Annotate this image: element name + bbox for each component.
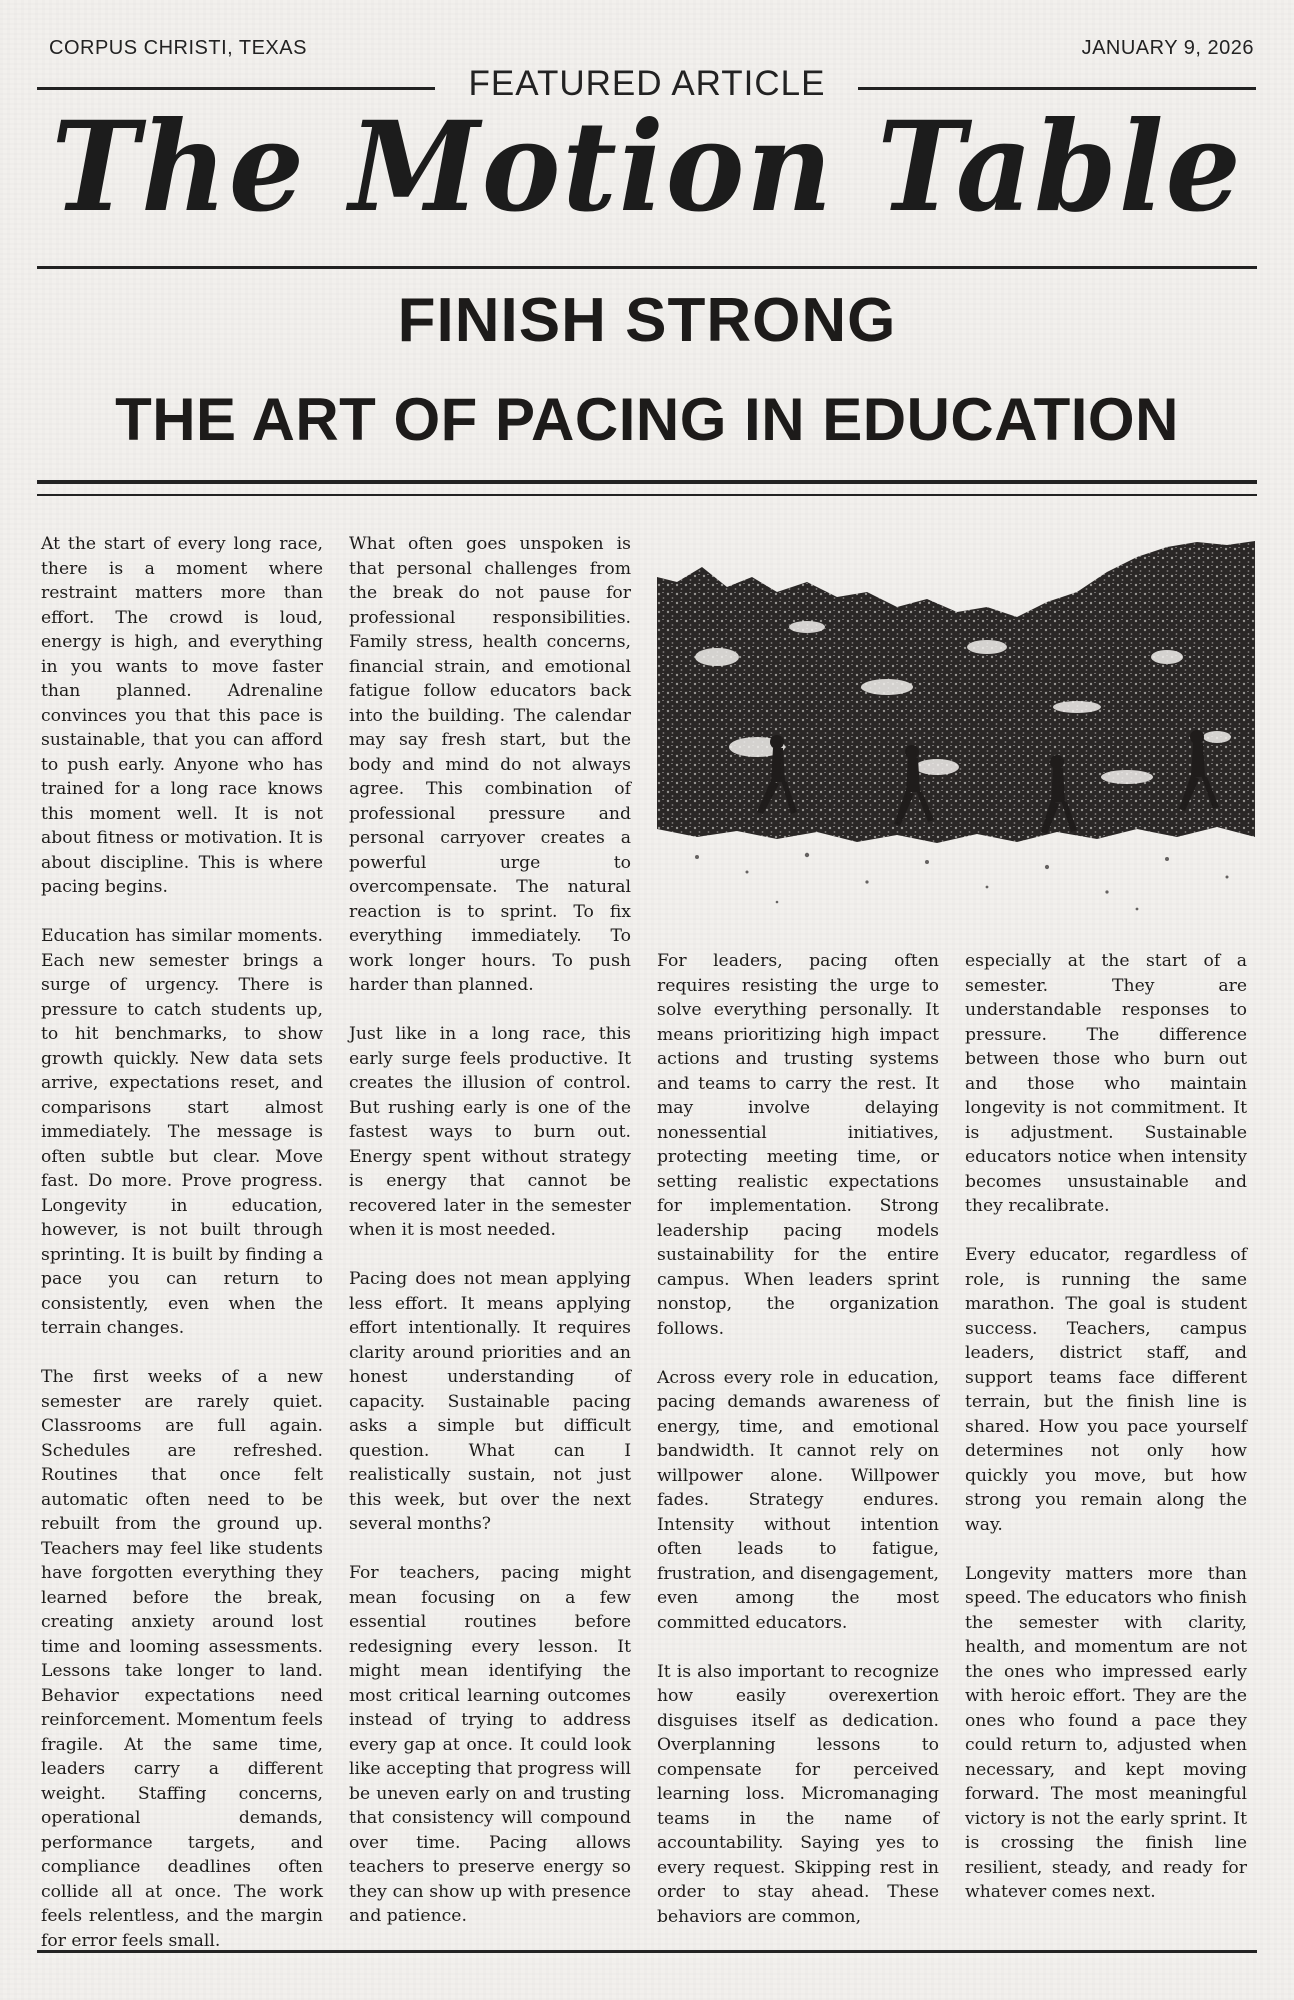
paragraph: For leaders, pacing often requires resisting the urge to solve everything personally. It means prioritizing high impact actions and trusting systems and teams to carry the rest. It may involve delaying nonessential initiatives, protecting meeting time, or setting realistic expectations for implementation. Strong leadership pacing models sustainability for the entire campus. When leaders sprint nonstop, the organization follows. [657,951,939,1339]
runners-on-rocky-terrain-icon [657,537,1255,922]
headline-secondary: THE ART OF PACING IN EDUCATION [115,386,1179,453]
kicker-rule-right [858,87,1256,90]
location-dateline: CORPUS CHRISTI, TEXAS [49,37,307,59]
headline-rule-thick [37,480,1257,484]
paragraph: Across every role in education, pacing demands awareness of energy, time, and emotional bandwidth. It cannot rely on willpower alone. Willpower fades. Strategy endures. Intensity without intention often leads to fatigue, frustration, and disengagement, even among the most committed educators. [657,1367,939,1633]
kicker: FEATURED ARTICLE [468,64,826,103]
paragraph: Just like in a long race, this early surge feels productive. It creates the illusion of control. But rushing early is one of the fastest ways to burn out. Energy spent without strategy is energy that cannot be recovered later in the semester when it is most needed. [349,1024,631,1240]
headline-rule-thin [37,494,1257,496]
mountain-silhouette [657,541,1255,843]
article-column-4 [965,949,1247,1905]
paragraph: It is also important to recognize how easily overexertion disguises itself as dedication. Overplanning lessons to compensate for perceived learning loss. Micromanaging teams in the name of accountability. Saying yes to every request. Skipping rest in order to stay ahead. These behaviors are common, [657,1661,939,1927]
paragraph: Longevity matters more than speed. The educators who finish the semester with clarity, health, and momentum are not the ones who impressed early with heroic effort. They are the ones who found a pace they could return to, adjusted when necessary, and kept moving forward. The most meaningful victory is not the early sprint. It is crossing the finish line resilient, steady, and ready for whatever comes next. [965,1563,1247,1902]
masthead: The Motion Table [51,93,1243,240]
paragraph: At the start of every long race, there is a moment where restraint matters more than effort. The crowd is loud, energy is high, and everything in you wants to move faster than planned. Adrenaline convinces you that this pace is sustainable, that you can afford to push early. Anyone who has trained for a long race knows this moment well. It is not about fitness or motivation. It is about discipline. This is where pacing begins. [41,534,323,897]
headline-primary: FINISH STRONG [397,286,897,355]
article-column-2 [349,532,631,1929]
article-column-3 [657,949,939,1929]
masthead-rule [37,266,1257,269]
paragraph: The first weeks of a new semester are rarely quiet. Classrooms are full again. Schedules are refreshed. Routines that once felt automatic often need to be rebuilt from the ground up. Teachers may feel like students have forgotten everything they learned before the break, creating anxiety around lost time and looming assessments. Lessons take longer to land. Behavior expectations need reinforcement. Momentum feels fragile. At the same time, leaders carry a different weight. Staffing concerns, operational demands, performance targets, and compliance deadlines often collide all at once. The work feels relentless, and the margin for error feels small. [41,1367,323,1951]
paragraph: Education has similar moments. Each new semester brings a surge of urgency. There is pressure to catch students up, to hit benchmarks, to show growth quickly. New data sets arrive, expectations reset, and comparisons start almost immediately. The message is often subtle but clear. Move fast. Do more. Prove progress. Longevity in education, however, is not built through sprinting. It is built by finding a pace you can return to consistently, even when the terrain changes. [41,926,323,1338]
paragraph: For teachers, pacing might mean focusing on a few essential routines before redesigning every lesson. It might mean identifying the most critical learning outcomes instead of trying to address every gap at once. It could look like accepting that progress will be uneven early on and trusting that consistency will compound over time. Pacing allows teachers to preserve energy so they can show up with presence and patience. [349,1563,631,1926]
paragraph: especially at the start of a semester. They are understandable responses to pressure. The difference between those who burn out and those who maintain longevity is not commitment. It is adjustment. Sustainable educators notice when intensity becomes unsustainable and they recalibrate. [965,951,1247,1216]
paragraph: What often goes unspoken is that personal challenges from the break do not pause for professional responsibilities. Family stress, health concerns, financial strain, and emotional fatigue follow educators back into the building. The calendar may say fresh start, but the body and mind do not always agree. This combination of professional pressure and personal carryover creates a powerful urge to overcompensate. The natural reaction is to sprint. To fix everything immediately. To work longer hours. To push harder than planned. [349,534,631,995]
footer-rule [37,1950,1257,1953]
paragraph: Every educator, regardless of role, is running the same marathon. The goal is student success. Teachers, campus leaders, district staff, and support teams face different terrain, but the finish line is shared. How you pace yourself determines not only how quickly you move, but how strong you remain along the way. [965,1245,1247,1535]
article-column-1 [41,532,323,1953]
date-dateline: JANUARY 9, 2026 [1081,37,1254,59]
paragraph: Pacing does not mean applying less effort. It means applying effort intentionally. It requires clarity around priorities and an honest understanding of capacity. Sustainable pacing asks a simple but difficult question. What can I realistically sustain, not just this week, but over the next several months? [349,1269,631,1534]
